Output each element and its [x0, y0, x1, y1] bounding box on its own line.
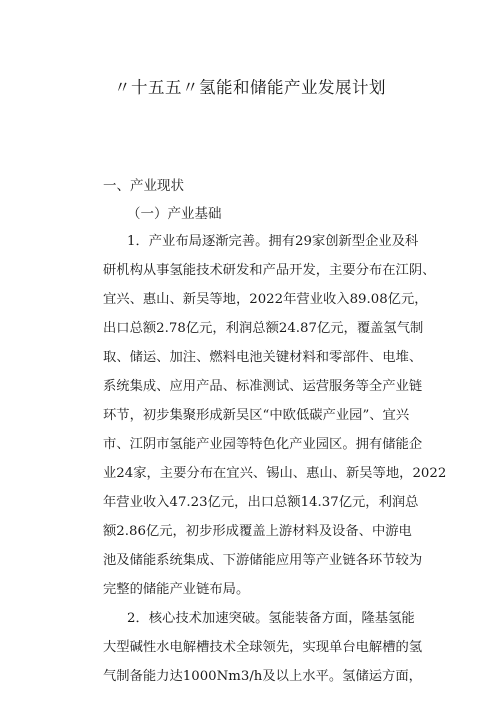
paragraph-line: 1．产业布局逐渐完善。拥有29家创新型企业及科 — [127, 234, 419, 249]
paragraph-line: 完整的储能产业链布局。 — [103, 582, 250, 597]
paragraph-line: 年营业收入47.23亿元，出口总额14.37亿元，利润总 — [103, 495, 419, 510]
paragraph-line: 环节，初步集聚形成新吴区“中欧低碳产业园”、宜兴 — [103, 408, 410, 423]
paragraph-line: 额2.86亿元，初步形成覆盖上游材料及设备、中游电 — [103, 524, 412, 539]
paragraph-line: 取、储运、加注、燃料电池关键材料和零部件、电堆、 — [103, 350, 423, 365]
paragraph-line: 2．核心技术加速突破。氢能装备方面，隆基氢能 — [127, 611, 415, 626]
paragraph-line: 气制备能力达1000Nm3/h及以上水平。氢储运方面， — [103, 669, 422, 684]
paragraph-line: 系统集成、应用产品、标准测试、运营服务等全产业链 — [103, 379, 423, 394]
document-title: 〃十五五〃氢能和储能产业发展计划 — [114, 78, 386, 97]
paragraph-line: 出口总额2.78亿元，利润总额24.87亿元，覆盖氢气制 — [103, 321, 424, 336]
paragraph-line: 宜兴、惠山、新吴等地，2022年营业收入89.08亿元， — [103, 292, 428, 307]
section-heading: 一、产业现状 — [103, 178, 184, 194]
paragraph-line: 大型碱性水电解槽技术全球领先，实现单台电解槽的氢 — [103, 640, 423, 655]
paragraph-line: 池及储能系统集成、下游储能应用等产业链各环节较为 — [103, 553, 423, 568]
paragraph-line: 研机构从事氢能技术研发和产品开发，主要分布在江阴、 — [103, 263, 436, 278]
paragraph-line: 市、江阴市氢能产业园等特色化产业园区。拥有储能企 — [103, 437, 423, 452]
paragraph-line: 业24家，主要分布在宜兴、锡山、惠山、新吴等地，2022 — [103, 466, 447, 481]
subsection-heading: （一）产业基础 — [127, 206, 222, 222]
